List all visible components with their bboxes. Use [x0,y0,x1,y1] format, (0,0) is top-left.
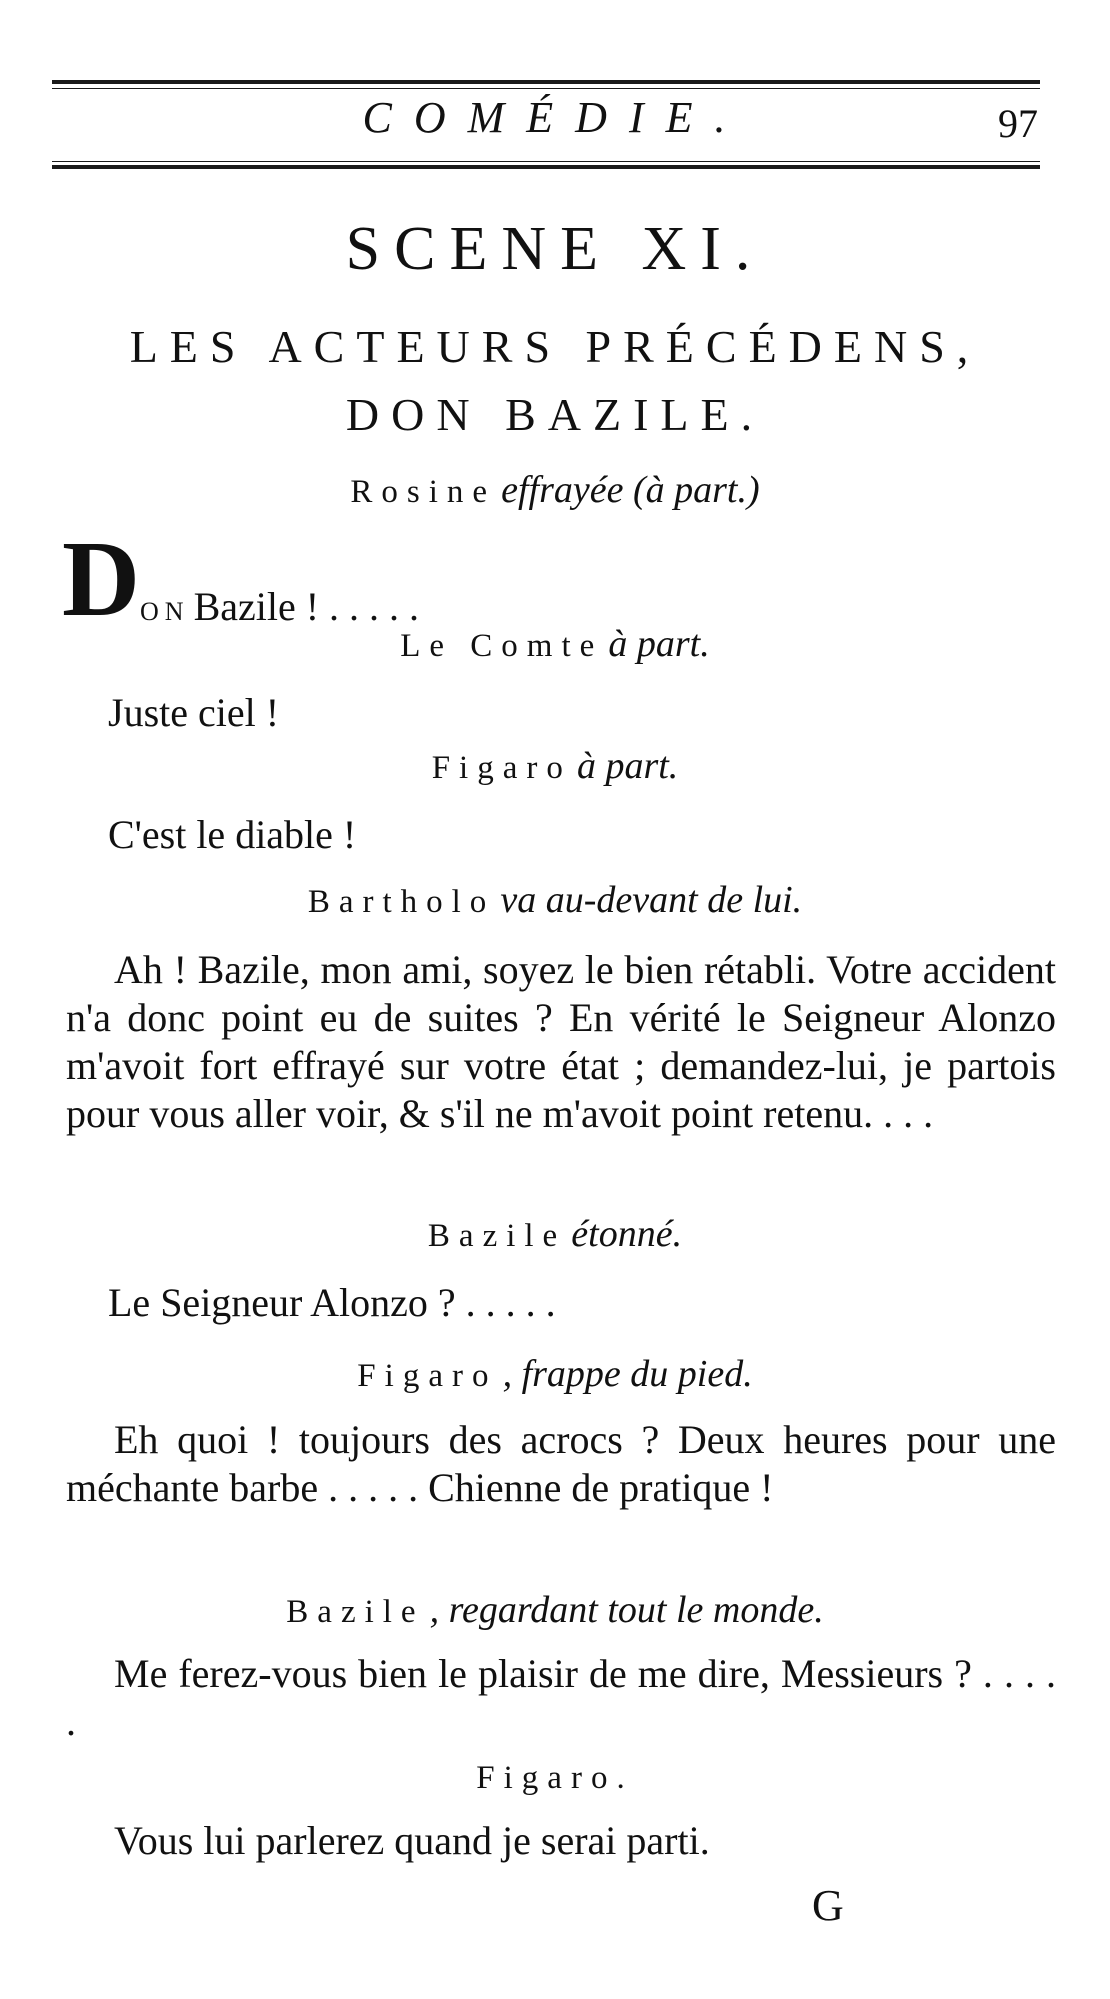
speech-text: Eh quoi ! toujours des acrocs ? Deux heures pour une méchante barbe . . . . . Chienne de pratique ! [66,1417,1056,1510]
speech-text: Le Seigneur Alonzo ? . . . . . [108,1280,556,1325]
running-title: COMÉDIE. [362,93,748,142]
speaker-heading [0,1352,1110,1396]
speech-text: C'est le diable ! [108,812,357,857]
stage-direction: à part. [608,623,710,665]
header-rule-thick [52,80,1040,84]
speaker-heading [0,1754,1110,1798]
speaker-name: Figaro [431,750,572,786]
speaker-name: Figaro. [476,1760,634,1796]
cast-line-2: DON BAZILE. [345,389,765,440]
speech-text: Bazile ! . . . . . [193,584,420,629]
cast-line-1: LES ACTEURS PRÉCÉDENS, [129,321,981,372]
opening-line [62,520,420,639]
speech-text: Me ferez-vous bien le plaisir de me dire, Messieurs ? . . . . . [66,1651,1056,1744]
stage-direction: à part. [576,745,679,787]
speaker-heading [0,622,1110,666]
header-rule-thin [52,88,1040,89]
speaker-heading [0,468,1110,512]
header-rule-thick-lower [52,165,1040,169]
speech-text: Ah ! Bazile, mon ami, soyez le bien rétabli. Votre accident n'a donc point eu de suites ? En vérité le Seigneur Alonzo m'avoit fort effrayé sur votre état ; demandez-lui, je partois pour vous aller voir, & s'il ne m'avoit point retenu. . . . [66,947,1056,1136]
speaker-name: Rosine [350,474,497,510]
speaker-heading [0,744,1110,788]
speaker-name: Figaro [357,1358,498,1394]
speaker-name: Bazile [427,1218,567,1254]
speaker-name: Bazile [286,1594,425,1630]
stage-direction: effrayée (à part.) [501,469,760,511]
stage-direction: , frappe du pied. [502,1353,753,1395]
stage-direction: étonné. [571,1213,683,1255]
page-number: 97 [998,101,1038,146]
speaker-name: Le Comte [400,628,604,664]
small-caps-word: ON [140,597,190,626]
scene-title: SCENE XI. [345,215,765,283]
stage-direction: va au-devant de lui. [500,879,803,921]
speaker-heading [0,878,1110,922]
drop-cap: D [62,520,140,639]
stage-direction: , regardant tout le monde. [429,1589,824,1631]
speaker-name: Bartholo [307,884,496,920]
speaker-heading [0,1588,1110,1632]
speech-text: Juste ciel ! [108,690,280,735]
header-rule-thin-lower [52,161,1040,162]
signature-mark: G [812,1881,844,1930]
speaker-heading [0,1212,1110,1256]
speech-text: Vous lui parlerez quand je serai parti. [114,1818,710,1863]
